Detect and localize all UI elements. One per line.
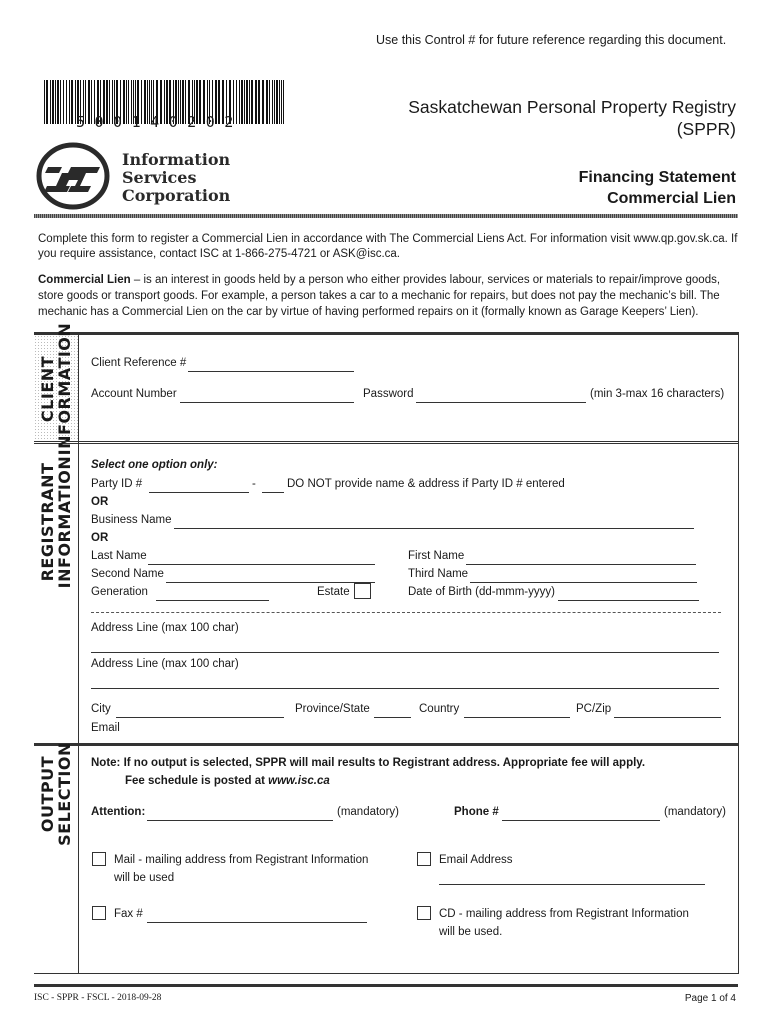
definition-body: – is an interest in goods held by a person who either provides labour, services or materials to repair/improve goods, store goods or transport goods. For example, a person takes a car to a mechanic for repairs, but does not pay the mechanic’s bill. The mechanic has a Commercial Lien on the car by virtue of having performed repairs on it (formally known as Garage Keepers’ Lien).: [38, 274, 721, 318]
sidebar-title: CLIENT: [38, 355, 57, 423]
email-address-label: Email Address: [439, 854, 513, 866]
sidebar-title: REGISTRANT: [38, 462, 57, 582]
org-name: [122, 151, 230, 205]
barcode-bar: [283, 80, 284, 124]
email-address-field[interactable]: [439, 884, 705, 885]
registry-title: [408, 96, 736, 140]
phone-mandatory: (mandatory): [664, 806, 726, 818]
barcode-bar: [60, 80, 61, 124]
dob-label: Date of Birth (dd-mmm-yyyy): [408, 586, 555, 598]
mail-label: Mail - mailing address from Registrant Information: [114, 854, 369, 866]
sidebar-subtitle: INFORMATION: [55, 455, 74, 589]
email-address-checkbox[interactable]: [417, 852, 431, 866]
barcode-bar: [262, 80, 264, 124]
org-name-line-3: Corporation: [122, 186, 231, 205]
org-name-line-1: Information: [122, 150, 231, 169]
commercial-lien-definition: [38, 272, 742, 320]
address-line-2-field[interactable]: [91, 688, 719, 689]
barcode-bar: [71, 80, 73, 124]
barcode-bar: [57, 80, 59, 124]
barcode-bar: [55, 80, 56, 124]
province-label: Province/State: [295, 703, 370, 715]
fax-field[interactable]: [147, 922, 367, 923]
third-name-field[interactable]: [470, 582, 697, 583]
barcode-bar: [272, 80, 273, 124]
address-line-1-field[interactable]: [91, 652, 719, 653]
barcode-bar: [63, 80, 64, 124]
party-id-suffix-field[interactable]: [262, 492, 284, 493]
barcode-bar: [69, 80, 70, 124]
barcode-bar: [258, 80, 260, 124]
client-reference-field[interactable]: [188, 371, 354, 372]
estate-checkbox[interactable]: [354, 583, 371, 599]
page-number: Page 1 of 4: [684, 993, 736, 1004]
party-id-label: Party ID #: [91, 478, 143, 490]
barcode-bar: [50, 80, 51, 124]
cd-checkbox[interactable]: [417, 906, 431, 920]
cd-label: CD - mailing address from Registrant Information: [439, 908, 689, 920]
city-label: City: [91, 703, 111, 715]
business-name-label: Business Name: [91, 514, 172, 526]
control-note: Use this Control # for future reference regarding this document.: [376, 33, 727, 47]
output-sidebar: [34, 742, 79, 973]
registry-abbr: (SPPR): [676, 119, 736, 139]
header-divider: [34, 214, 738, 218]
footer-divider: [34, 984, 738, 987]
barcode-bar: [66, 80, 67, 124]
barcode-bar: [52, 80, 54, 124]
mail-label-continued: will be used: [114, 872, 175, 884]
registrant-sidebar: [34, 442, 79, 743]
form-title: [579, 167, 736, 209]
address-line-2-label: Address Line (max 100 char): [91, 658, 239, 670]
form-title-line-2: Commercial Lien: [607, 190, 736, 207]
barcode-bar: [246, 80, 248, 124]
select-one-note: Select one option only:: [91, 459, 218, 471]
country-label: Country: [419, 703, 460, 715]
barcode-bar: [281, 80, 282, 124]
definition-term: Commercial Lien: [38, 274, 131, 286]
barcode-bar: [46, 80, 48, 124]
fax-label: Fax #: [114, 908, 143, 920]
barcode-bar: [255, 80, 257, 124]
client-section: [34, 322, 739, 456]
generation-field[interactable]: [156, 600, 269, 601]
attention-field[interactable]: [147, 820, 333, 821]
barcode-bar: [244, 80, 245, 124]
password-note: (min 3-max 16 characters): [590, 388, 725, 400]
barcode-number: 500140202: [76, 113, 243, 131]
pczip-field[interactable]: [614, 717, 721, 718]
sidebar-title: OUTPUT: [38, 755, 57, 833]
sidebar-subtitle: SELECTION: [55, 742, 74, 846]
or-separator: OR: [91, 496, 109, 508]
cd-label-continued: will be used.: [439, 926, 503, 938]
dob-field[interactable]: [558, 600, 699, 601]
client-sidebar: [34, 322, 79, 456]
email-label: Email: [91, 722, 120, 734]
attention-mandatory: (mandatory): [337, 806, 399, 818]
or-separator: OR: [91, 532, 109, 544]
province-field[interactable]: [374, 717, 411, 718]
party-id-note: DO NOT provide name & address if Party ID # entered: [287, 478, 565, 490]
account-number-label: Account Number: [91, 388, 177, 400]
account-number-field[interactable]: [180, 402, 354, 403]
client-reference-label: Client Reference #: [91, 357, 187, 369]
output-section: [34, 743, 739, 974]
first-name-label: First Name: [408, 550, 465, 562]
party-id-field[interactable]: [149, 492, 249, 493]
barcode-bar: [44, 80, 45, 124]
phone-label: Phone #: [454, 806, 499, 818]
barcode-bar: [269, 80, 270, 124]
fax-checkbox[interactable]: [92, 906, 106, 920]
last-name-label: Last Name: [91, 550, 147, 562]
barcode-bar: [251, 80, 253, 124]
party-id-hyphen: -: [252, 478, 256, 490]
section-divider: [91, 612, 721, 613]
second-name-label: Second Name: [91, 568, 164, 580]
second-name-field[interactable]: [166, 582, 375, 583]
generation-label: Generation: [91, 586, 148, 598]
form-code: ISC - SPPR - FSCL - 2018-09-28: [34, 993, 162, 1003]
org-name-line-2: Services: [122, 168, 197, 187]
address-line-1-label: Address Line (max 100 char): [91, 622, 239, 634]
barcode-bar: [274, 80, 275, 124]
fee-url: www.isc.ca: [268, 775, 330, 787]
intro-text: Complete this form to register a Commercial Lien in accordance with The Commercial Liens Act. For information visit www.qp.gov.sk.ca. If you require assistance, contact ISC at 1-866-275-4721 or ASK@isc.ca.: [38, 233, 738, 260]
phone-field[interactable]: [502, 820, 660, 821]
password-label: Password: [363, 388, 414, 400]
registrant-section: [34, 441, 739, 744]
fee-prefix: Fee schedule is posted at: [125, 775, 269, 787]
barcode-bar: [266, 80, 268, 124]
country-field[interactable]: [464, 717, 570, 718]
third-name-label: Third Name: [408, 568, 469, 580]
registry-name: Saskatchewan Personal Property Registry: [408, 97, 736, 117]
pczip-label: PC/Zip: [576, 703, 612, 715]
fee-schedule-note: [125, 775, 330, 787]
form-title-line-1: Financing Statement: [578, 169, 736, 186]
first-name-field[interactable]: [466, 564, 696, 565]
sidebar-subtitle: INFORMATION: [55, 322, 74, 456]
barcode-bar: [249, 80, 250, 124]
isc-logo-icon: [34, 140, 112, 212]
business-name-field[interactable]: [174, 528, 694, 529]
last-name-field[interactable]: [148, 564, 375, 565]
city-field[interactable]: [116, 717, 284, 718]
mail-checkbox[interactable]: [92, 852, 106, 866]
barcode-bar: [276, 80, 278, 124]
barcode-bar: [279, 80, 280, 124]
estate-label: Estate: [317, 586, 350, 598]
password-field[interactable]: [416, 402, 586, 403]
output-note: Note: If no output is selected, SPPR will mail results to Registrant address. Appropriate fee will apply.: [91, 757, 646, 769]
attention-label: Attention:: [91, 806, 146, 818]
